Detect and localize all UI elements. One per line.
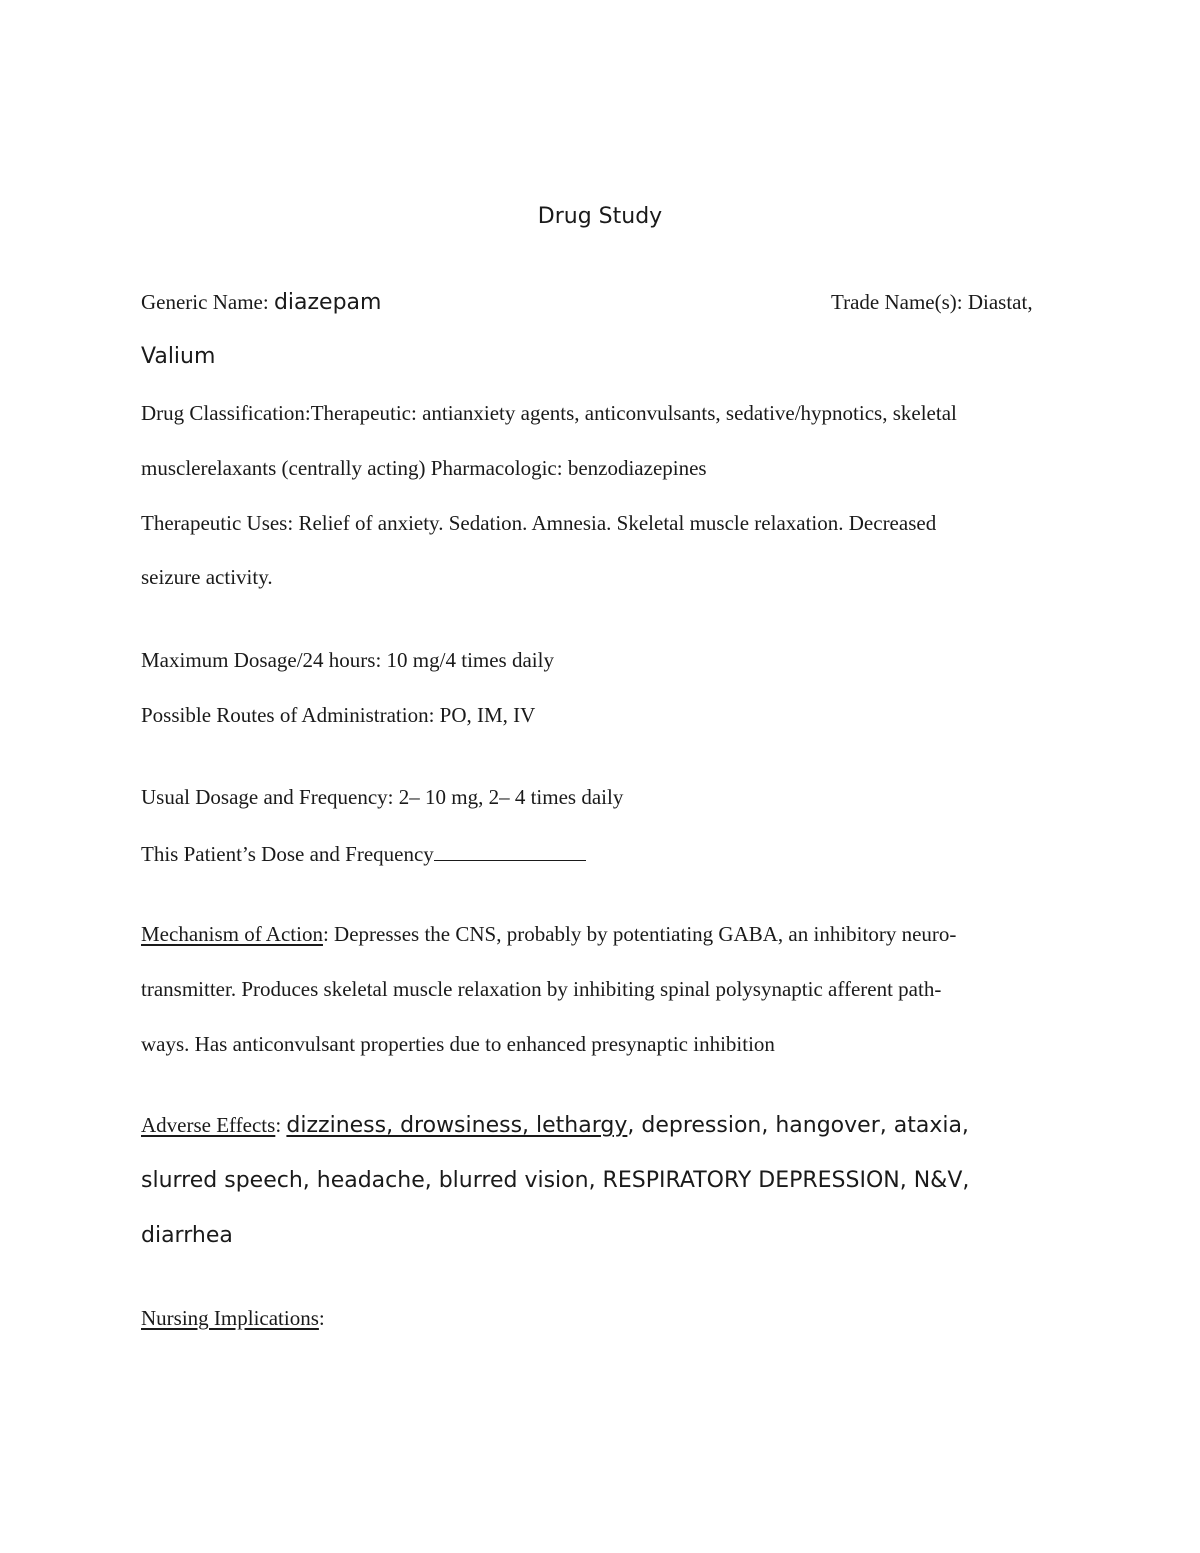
- trade-name-value: Valium: [141, 344, 216, 369]
- page-title: Drug Study: [537, 204, 663, 229]
- mechanism-text-1: : Depresses the CNS, probably by potentiating GABA, an inhibitory neuro-: [322, 922, 957, 946]
- nursing-colon: :: [318, 1306, 325, 1330]
- adverse-effects-rest: , depression, hangover, ataxia,: [627, 1113, 969, 1138]
- adverse-colon: :: [275, 1113, 287, 1137]
- usual-dosage: Usual Dosage and Frequency: 2– 10 mg, 2– 4 times daily: [141, 785, 624, 809]
- uses-line-2: seizure activity.: [141, 565, 273, 589]
- trade-name-label: Trade Name(s): Diastat,: [831, 290, 1033, 314]
- generic-name-value: diazepam: [273, 290, 382, 315]
- classification-line-1: Drug Classification:Therapeutic: antianxiety agents, anticonvulsants, sedative/hypnotics, skeletal: [141, 401, 957, 425]
- routes: Possible Routes of Administration: PO, IM, IV: [141, 703, 536, 727]
- mechanism-line-2: transmitter. Produces skeletal muscle relaxation by inhibiting spinal polysynaptic afferent path-: [141, 977, 942, 1001]
- adverse-line-3: diarrhea: [141, 1223, 233, 1248]
- patient-dose-row: [141, 842, 586, 865]
- adverse-underlined-effects: dizziness, drowsiness, lethargy: [286, 1113, 628, 1138]
- max-dosage: Maximum Dosage/24 hours: 10 mg/4 times daily: [141, 648, 554, 672]
- classification-line-2: musclerelaxants (centrally acting) Pharmacologic: benzodiazepines: [141, 456, 707, 480]
- patient-dose-blank: [434, 842, 586, 861]
- mechanism-line-1: [141, 924, 956, 945]
- mechanism-line-3: ways. Has anticonvulsant properties due to enhanced presynaptic inhibition: [141, 1032, 775, 1056]
- patient-dose-label: This Patient’s Dose and Frequency: [141, 842, 434, 866]
- nursing-label: Nursing Implications: [141, 1306, 319, 1330]
- nursing-row: [141, 1308, 325, 1329]
- adverse-line-1: [141, 1115, 969, 1137]
- uses-line-1: Therapeutic Uses: Relief of anxiety. Sedation. Amnesia. Skeletal muscle relaxation. Decreased: [141, 511, 937, 535]
- adverse-label: Adverse Effects: [141, 1113, 276, 1137]
- adverse-line-2: slurred speech, headache, blurred vision, RESPIRATORY DEPRESSION, N&V,: [141, 1168, 970, 1193]
- mechanism-label: Mechanism of Action: [141, 922, 323, 946]
- generic-name-label: Generic Name:: [141, 290, 274, 314]
- generic-name-row: [141, 292, 381, 314]
